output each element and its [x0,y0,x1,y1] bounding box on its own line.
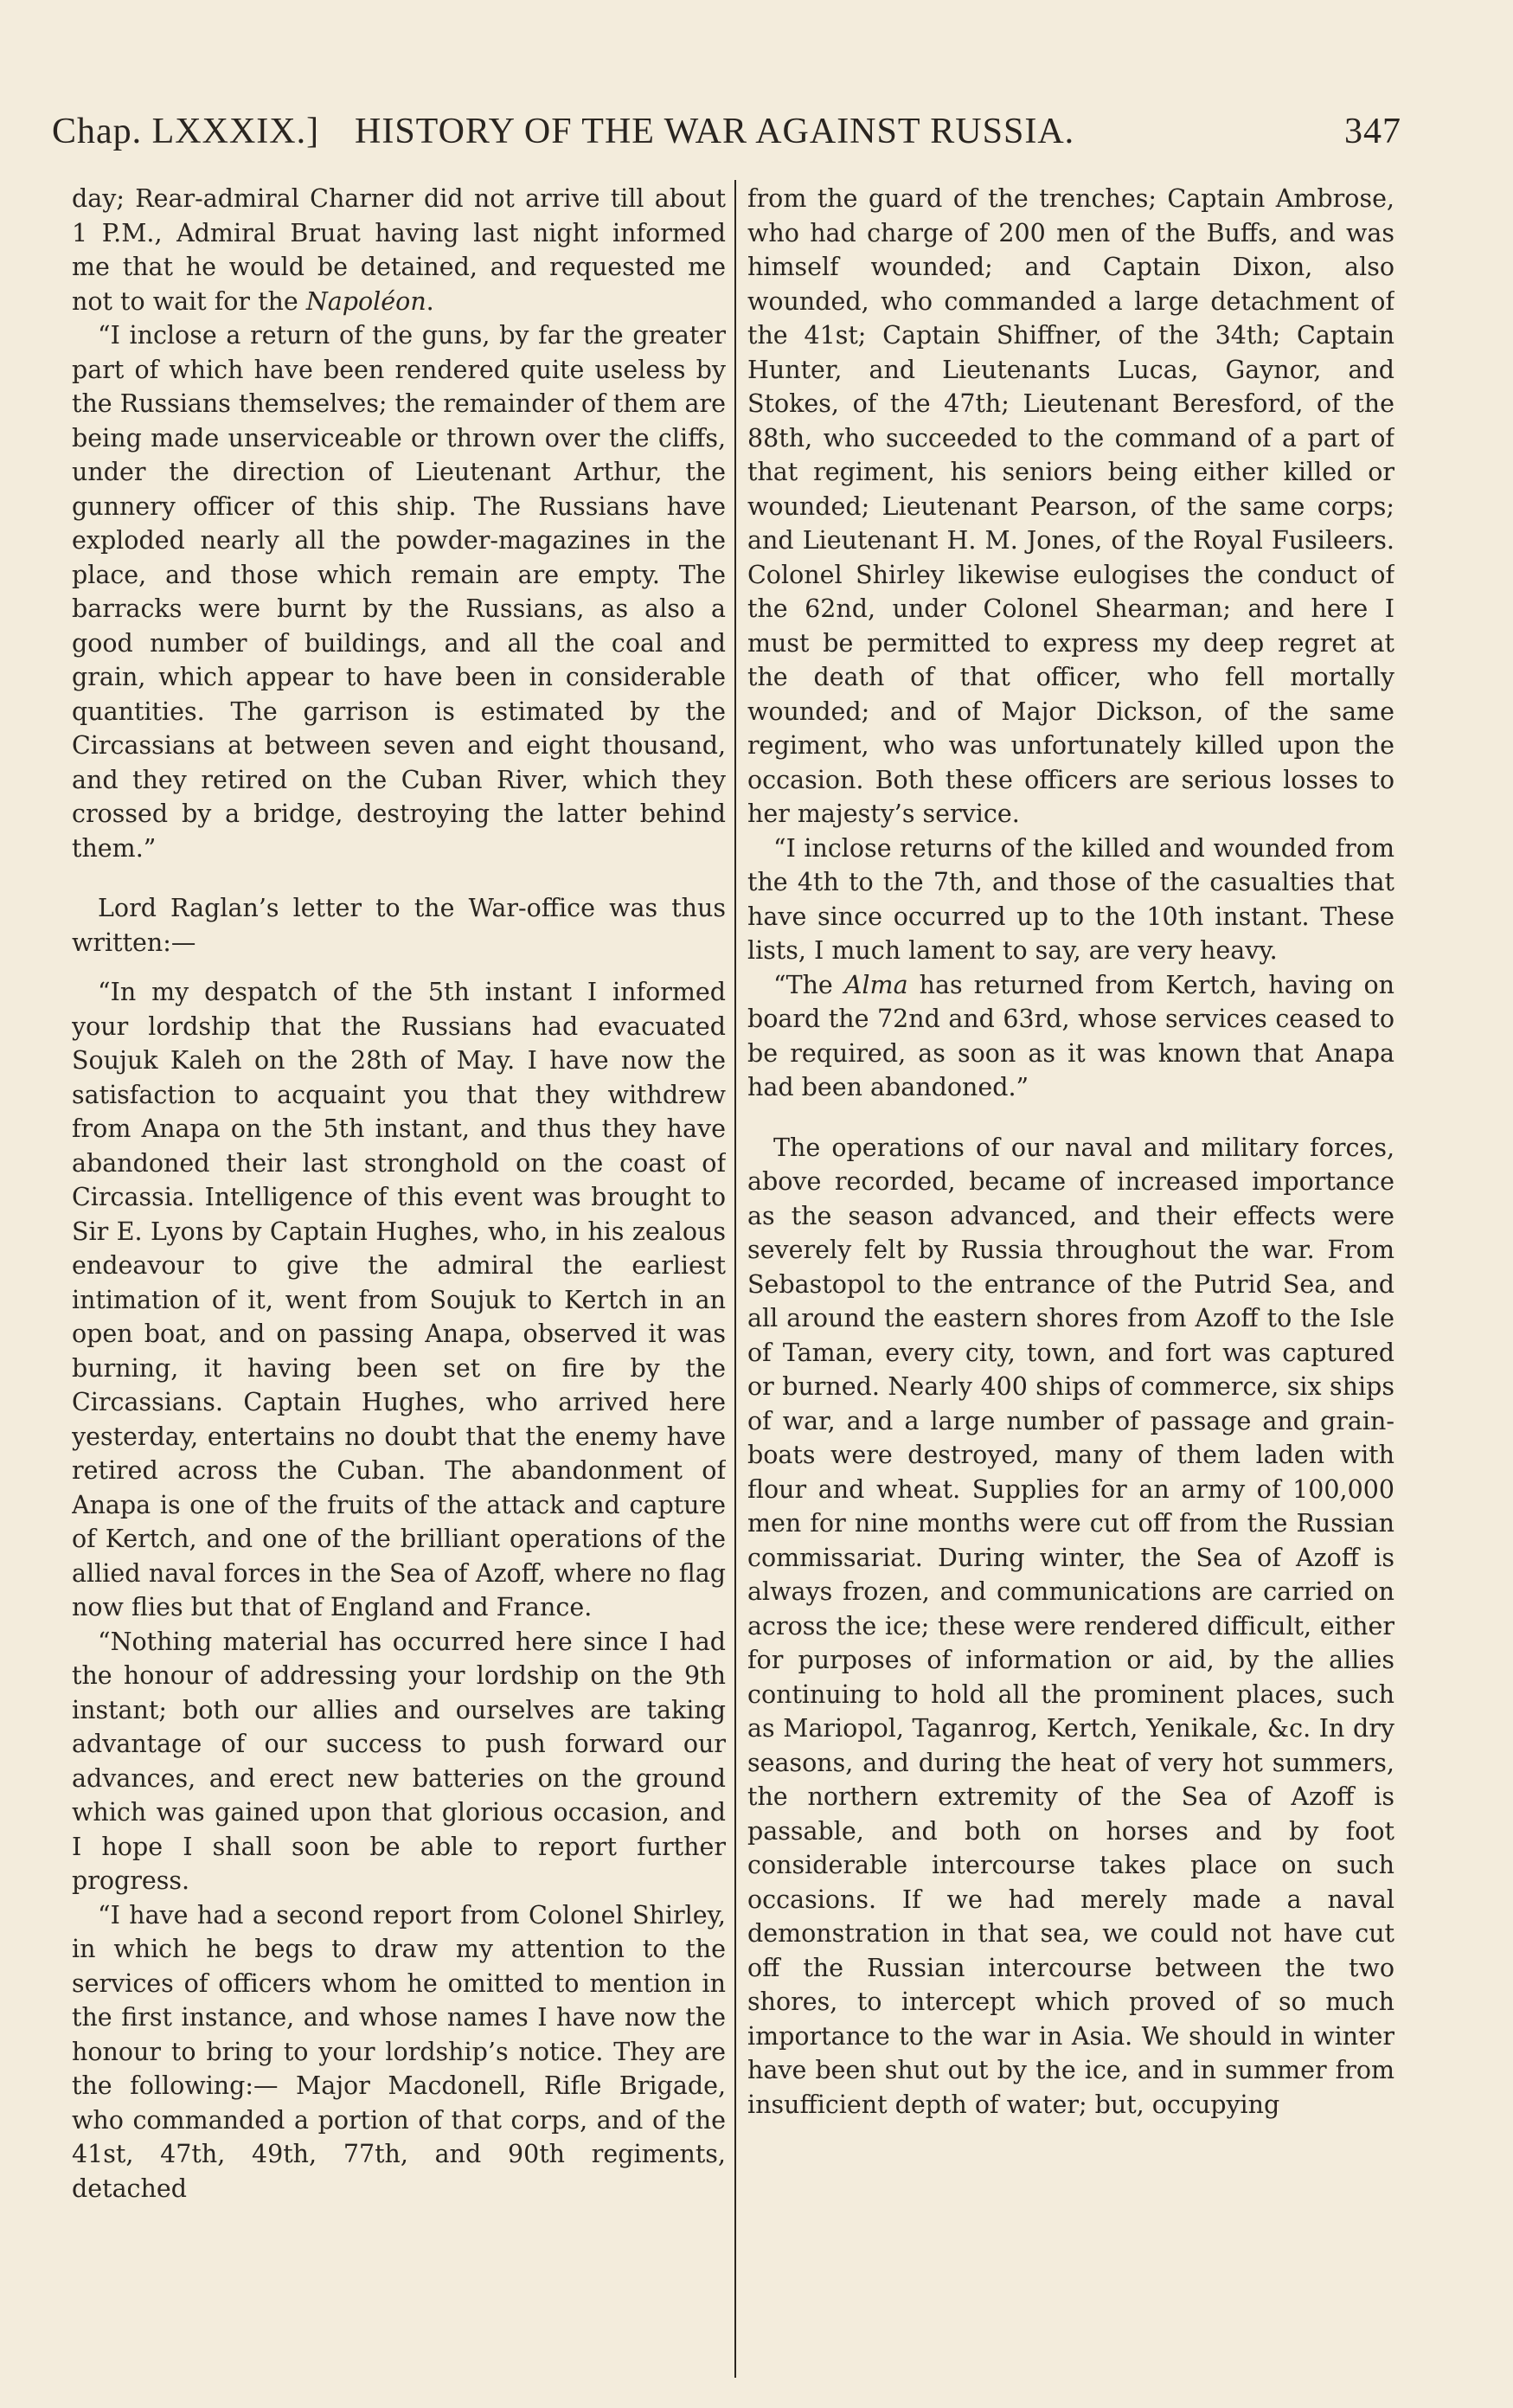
paragraph: “I inclose a return of the guns, by far the greater part of which have been rendered quite useless by the Russians themselves; the remainder of them are being made unserviceable or thrown over the cliffs, under the direction of Lieutenant Arthur, the gunnery officer of this ship. The Russians have exploded nearly all the powder-magazines in the place, and those which remain are empty. The barracks were burnt by the Russians, as also a good number of buildings, and all the coal and grain, which appear to have been in considerable quantities. The garrison is estimated by the Circassians at between seven and eight thousand, and they retired on the Cuban River, which they crossed by a bridge, destroying the latter behind them.” [72,321,726,863]
paragraph: “In my despatch of the 5th instant I informed your lordship that the Russians had evacuated Soujuk Kaleh on the 28th of May. I have now the satisfaction to acquaint you that they withdrew from Anapa on the 5th instant, and thus they have abandoned their last stronghold on the coast of Circassia. Intelligence of this event was brought to Sir E. Lyons by Captain Hughes, who, in his zealous endeavour to give the admiral the earliest intimation of it, went from Soujuk to Kertch in an open boat, and on passing Anapa, observed it was burning, it having been set on fire by the Circassians. Captain Hughes, who arrived here yesterday, entertains no doubt that the enemy have retired across the Cuban. The abandonment of Anapa is one of the fruits of the attack and capture of Kertch, and one of the brilliant operations of the allied naval forces in the Sea of Azoff, where no flag now flies but that of England and France. [72,978,726,1621]
right-column [747,182,1394,2379]
column-divider [734,180,736,2378]
paragraph: “I inclose returns of the killed and wounded from the 4th to the 7th, and those of the casualties that have since occurred up to the 10th instant. These lists, I much lament to say, are very heavy. [747,833,1394,965]
left-column [72,182,726,2379]
paragraph: “Nothing material has occurred here since I had the honour of addressing your lordship on the 9th instant; both our allies and ourselves are taking advantage of our success to push forward our advances, and erect new batteries on the ground which was gained upon that glorious occasion, and I hope I shall soon be able to report further progress. [72,1627,726,1895]
paragraph: Lord Raglan’s letter to the War-office was thus written:— [72,894,726,957]
paragraph: “The Alma has returned from Kertch, having on board the 72nd and 63rd, whose services ceased to be required, as soon as it was known that Anapa had been abandoned.” [747,970,1394,1101]
running-header [52,111,1401,156]
paragraph: “I have had a second report from Colonel Shirley, in which he begs to draw my attention to the services of officers whom he omitted to mention in the first instance, and whose names I have now the honour to bring to your lordship’s notice. They are the following:— Major Macdonell, Rifle Brigade, who commanded a portion of that corps, and of the 41st, 47th, 49th, 77th, and 90th regiments, detached [72,1900,726,2203]
paragraph: from the guard of the trenches; Captain Ambrose, who had charge of 200 men of the Buffs, and was himself wounded; and Captain Dixon, also wounded, who commanded a large detachment of the 41st; Captain Shiffner, of the 34th; Captain Hunter, and Lieutenants Lucas, Gaynor, and Stokes, of the 47th; Lieutenant Beresford, of the 88th, who succeeded to the command of a part of that regiment, his seniors being either killed or wounded; Lieutenant Pearson, of the same corps; and Lieutenant H. M. Jones, of the Royal Fusileers. Colonel Shirley likewise eulogises the conduct of the 62nd, under Colonel Shearman; and here I must be permitted to express my deep regret at the death of that officer, who fell mortally wounded; and of Major Dickson, of the same regiment, who was unfortunately killed upon the occasion. Both these officers are serious losses to her majesty’s service. [747,184,1394,828]
paragraph: day; Rear-admiral Charner did not arrive till about 1 P.M., Admiral Bruat having last night informed me that he would be detained, and requested me not to wait for the Napoléon. [72,184,726,316]
chapter-label: Chap. LXXXIX.] [52,112,320,151]
book-title: HISTORY OF THE WAR AGAINST RUSSIA. [355,112,1075,151]
paragraph: The operations of our naval and military forces, above recorded, became of increased importance as the season advanced, and their effects were severely felt by Russia throughout the war. From Sebastopol to the entrance of the Putrid Sea, and all around the eastern shores from Azoff to the Isle of Taman, every city, town, and fort was captured or burned. Nearly 400 ships of commerce, six ships of war, and a large number of passage and grain-boats were destroyed, many of them laden with flour and wheat. Supplies for an army of 100,000 men for nine months were cut off from the Russian commissariat. During winter, the Sea of Azoff is always frozen, and communications are carried on across the ice; these were rendered difficult, either for purposes of information or aid, by the allies continuing to hold all the prominent places, such as Mariopol, Taganrog, Kertch, Yenikale, &c. In dry seasons, and during the heat of very hot summers, the northern extremity of the Sea of Azoff is passable, and both on horses and by foot considerable intercourse takes place on such occasions. If we had merely made a naval demonstration in that sea, we could not have cut off the Russian intercourse between the two shores, to intercept which proved of so much importance to the war in Asia. We should in winter have been shut out by the ice, and in summer from insufficient depth of water; but, occupying [747,1133,1394,2119]
page-number: 347 [1344,112,1401,151]
